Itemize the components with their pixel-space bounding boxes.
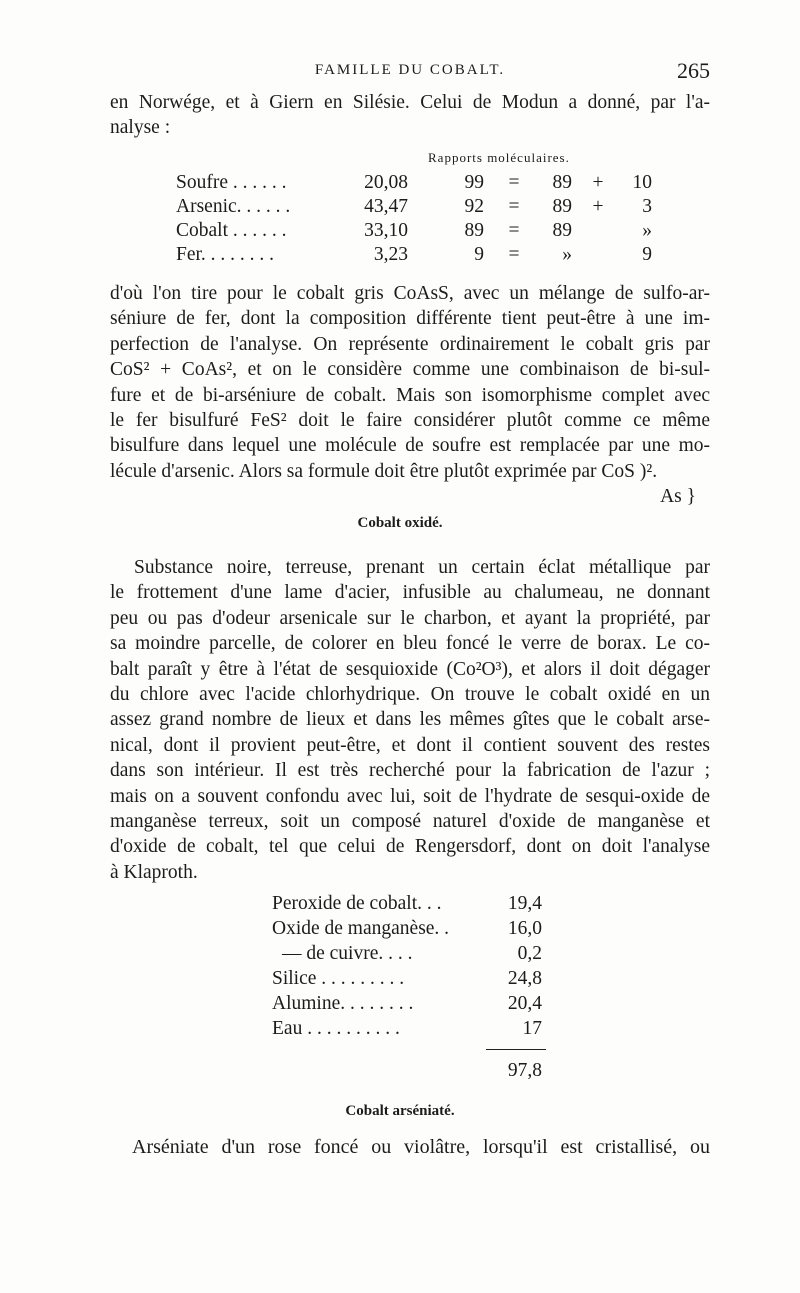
row-ratio-c: 10 (632, 172, 652, 193)
row-value: 19,4 (507, 893, 542, 914)
paragraph-cobalt-oxide (110, 555, 710, 885)
row-value: 24,8 (507, 968, 542, 989)
row-ratio-a: 9 (474, 244, 484, 265)
text-line: Arséniate d'un rose foncé ou violâtre, lorsqu'il est cristallisé, ou (132, 1136, 710, 1158)
row-value: 16,0 (507, 918, 542, 939)
text-line: assez grand nombre de lieux et dans les mêmes gîtes que le cobalt arse- (110, 709, 710, 731)
sum-rule (486, 1049, 546, 1050)
text-line: mais on a souvent confondu avec lui, soit de l'hydrate de sesqui-oxide de (110, 785, 710, 807)
text-line: lécule d'arsenic. Alors sa formule doit être plutôt exprimée par CoS )². (110, 460, 658, 482)
row-ratio-a: 92 (464, 196, 484, 217)
row-eq: = (508, 220, 520, 241)
page-number: 265 (677, 58, 710, 83)
total-value: 97,8 (507, 1060, 542, 1081)
row-value: 0,2 (517, 943, 542, 964)
row-op: + (592, 172, 604, 193)
row-label: Cobalt . . . . . . (176, 220, 287, 241)
row-ratio-b: » (562, 244, 572, 265)
paragraph-cobalt-gris (110, 281, 710, 510)
text-line: le fer bisulfuré FeS² doit le faire considérer plutôt comme ce même (110, 410, 710, 432)
row-eq: = (508, 244, 520, 265)
text-line: dans son intérieur. Il est très recherché pour la fabrication de l'azur ; (110, 760, 710, 782)
row-label: Fer. . . . . . . . (176, 244, 275, 265)
row-value: 3,23 (373, 244, 408, 265)
text-line: sa moindre parcelle, de colorer en bleu foncé le verre de borax. Le co- (110, 633, 710, 655)
row-op: + (592, 196, 604, 217)
text-line: en Norwége, et à Giern en Silésie. Celui de Modun a donné, par l'a- (110, 92, 710, 113)
text-line: nical, dont il provient peut-être, et dont il contient souvent des restes (110, 734, 710, 756)
running-head-title: FAMILLE DU COBALT. (314, 62, 506, 78)
row-op (586, 244, 610, 268)
text-line: manganèse terreux, soit un composé naturel d'oxide de manganèse et (110, 811, 710, 833)
text-line: peu ou pas d'odeur arsenicale sur le charbon, et ayant la propriété, par (110, 607, 710, 629)
text-line: perfection de l'analyse. On représente ordinairement le cobalt gris par (110, 333, 710, 355)
text-line: à Klaproth. (110, 861, 198, 883)
row-value: 20,4 (507, 993, 542, 1014)
row-ratio-c: 3 (642, 196, 652, 217)
row-eq: = (508, 172, 520, 193)
row-ratio-a: 99 (464, 172, 484, 193)
section-heading-cobalt-oxide: Cobalt oxidé. (357, 515, 443, 531)
row-op (586, 220, 610, 244)
text-line: fure et de bi-arséniure de cobalt. Mais son isomorphisme complet avec (110, 384, 710, 406)
intro-text (110, 90, 710, 141)
row-label: Silice . . . . . . . . . (272, 968, 405, 989)
row-label: Peroxide de cobalt. . . (272, 893, 442, 914)
row-value: 43,47 (364, 196, 408, 217)
row-value: 33,10 (364, 220, 408, 241)
row-ratio-b: 89 (552, 172, 572, 193)
section-heading-cobalt-arseniate: Cobalt arséniaté. (345, 1103, 455, 1119)
row-ratio-c: » (642, 220, 652, 241)
table-header: Rapports moléculaires. (428, 150, 570, 165)
row-eq: = (508, 196, 520, 217)
row-label: Eau . . . . . . . . . . (272, 1018, 400, 1039)
text-line: nalyse : (110, 117, 171, 139)
text-line: d'où l'on tire pour le cobalt gris CoAsS, avec un mélange de sulfo-ar- (110, 283, 710, 304)
text-line: le frottement d'une lame d'acier, infusible au chalumeau, ne donnant (110, 582, 710, 604)
row-ratio-b: 89 (552, 196, 572, 217)
text-line: d'oxide de cobalt, tel que celui de Rengersdorf, dont on doit l'analyse (110, 836, 710, 858)
text-line: bisulfure dans lequel une molécule de soufre est remplacée par une mo- (110, 435, 710, 457)
text-line: CoS² + CoAs², et on le considère comme une combinaison de bi-sul- (110, 359, 710, 381)
row-ratio-b: 89 (552, 220, 572, 241)
formula-continuation: As } (660, 486, 696, 508)
row-label: — de cuivre. . . . (282, 943, 413, 964)
paragraph-cobalt-arseniate (110, 1135, 710, 1160)
row-ratio-c: 9 (642, 244, 652, 265)
row-label: Oxide de manganèse. . (272, 918, 450, 939)
running-head (110, 58, 710, 88)
text-line: Substance noire, terreuse, prenant un certain éclat métallique par (134, 557, 710, 578)
row-label: Alumine. . . . . . . . (272, 993, 414, 1014)
row-value: 20,08 (364, 172, 408, 193)
text-line: balt paraît y être à l'état de sesquioxide (Co²O³), et alors il doit dégager (110, 658, 710, 680)
row-label: Arsenic. . . . . . (176, 196, 291, 217)
row-ratio-a: 89 (464, 220, 484, 241)
text-line: séniure de fer, dont la composition différente tient peut-être à une im- (110, 308, 710, 330)
row-label: Soufre . . . . . . (176, 172, 287, 193)
text-line: du chlore avec l'acide chlorhydrique. On trouve le cobalt oxidé en un (110, 684, 710, 706)
row-value: 17 (522, 1018, 542, 1039)
